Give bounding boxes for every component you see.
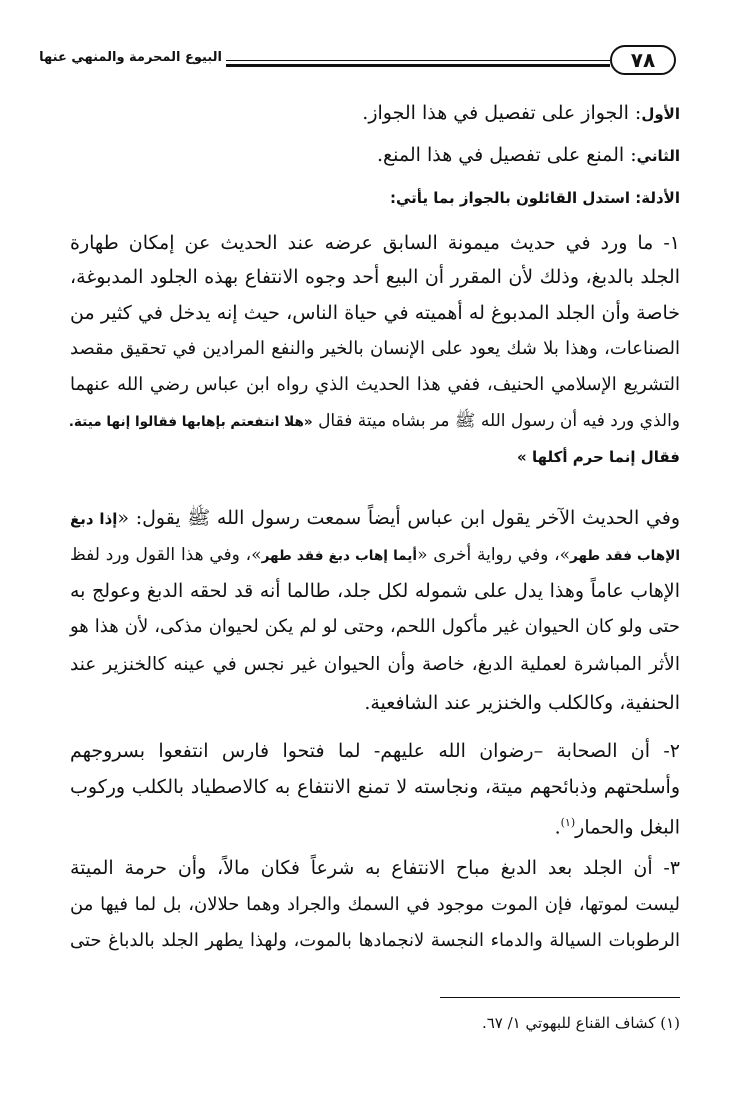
text-line-21: ليست لموتها، فإن الموت موجود في السمك والجراد وهما حلالان، بل لما فيها من <box>70 894 681 915</box>
text-line-11 <box>70 505 680 535</box>
line-text: والذي ورد فيه أن رسول الله ﷺ مر بشاه ميتة فقال <box>312 411 680 431</box>
line-text: : المنع على تفصيل في هذا المنع. <box>377 144 637 166</box>
line-text: . <box>554 816 561 839</box>
line-text: البغل والحمار <box>575 816 680 839</box>
text-line-12 <box>70 542 680 572</box>
header-rule-thin <box>226 60 610 61</box>
hadith-quote: إذا دبغ <box>70 510 118 528</box>
text-line-10 <box>70 443 680 473</box>
text-line-2 <box>70 142 680 172</box>
text-line-4: ١- ما ورد في حديث ميمونة السابق عرضه عند الحديث عن إمكان طهارة <box>70 232 680 254</box>
text-line-14: حتى ولو كان الحيوان غير مأكول اللحم، وحتى لو لم يكن لحيوان مذكى، لأن هذا هو <box>70 616 680 637</box>
hadith-quote: «هلا انتفعتم بإهابها فقالوا إنها ميتة. <box>68 414 313 430</box>
page-number <box>610 45 676 75</box>
text-line-8: التشريع الإسلامي الحنيف، ففي هذا الحديث الذي رواه ابن عباس رضي الله عنهما <box>70 374 680 395</box>
text-line-7: الصناعات، وهذا بلا شك يعود على الإنسان بالخير والنفع المرادين في تحقيق مقصد <box>70 338 680 359</box>
text-line-9 <box>70 408 680 438</box>
footnote-rule <box>440 997 680 998</box>
bold-term: الثاني <box>636 147 680 165</box>
hadith-quote: فقال إنما حرم أكلها » <box>517 448 680 466</box>
line-text: وفي الحديث الآخر يقول ابن عباس أيضاً سمعت رسول الله ﷺ يقول: « <box>117 507 680 529</box>
footnote: (١) كشاف القناع للبهوتي ١/ ٦٧. <box>481 1014 680 1032</box>
running-title: البيوع المحرمة والمنهي عنها <box>39 50 222 65</box>
header-rule-thick <box>226 64 610 67</box>
page-number-text: ٧٨ <box>630 48 656 72</box>
line-text: »، وفي رواية أخرى « <box>417 545 570 565</box>
text-line-6: خاصة وأن الجلد المدبوغ له أهميته في حياة الناس، حيث إنه يدخل في كثير من <box>70 302 680 324</box>
text-line-22: الرطوبات السيالة والدماء النجسة لانجمادها بالموت، ولهذا يطهر الجلد بالدباغ حتى <box>70 930 680 951</box>
footnote-ref[interactable]: (١) <box>560 816 576 829</box>
line-text: »، وفي هذا القول ورد لفظ <box>70 545 262 565</box>
line-text: : الجواز على تفصيل في هذا الجواز. <box>362 102 642 124</box>
text-line-17: ٢- أن الصحابة –رضوان الله عليهم- لما فتحوا فارس انتفعوا بسروجهم <box>70 740 680 762</box>
subheading: الأدلة: استدل القائلون بالجواز بما يأتي: <box>390 189 680 207</box>
hadith-quote: أيما إهاب دبغ فقد طهر <box>261 548 418 564</box>
text-line-18: وأسلحتهم وذبائحهم ميتة، ونجاسته لا تمنع الانتفاع به كالاصطياد بالكلب وركوب <box>70 776 680 798</box>
text-line-20: ٣- أن الجلد بعد الدبغ مباح الانتفاع به شرعاً فكان مالاً، وأن حرمة الميتة <box>70 857 680 879</box>
text-line-16: الحنفية، وكالكلب والخنزير عند الشافعية. <box>364 692 680 714</box>
text-line-1 <box>70 100 680 130</box>
hadith-quote: الإهاب فقد طهر <box>569 548 680 564</box>
bold-term: الأول <box>641 105 680 123</box>
text-line-13: الإهاب عاماً وهذا يدل على شموله لكل جلد، طالما أنه قد لحقه الدبغ وعولج به <box>70 580 680 602</box>
text-line-15: الأثر المباشرة لعملية الدبغ، خاصة وأن الحيوان غير نجس في عينه كالخنزير عند <box>70 654 680 675</box>
text-line-5: الجلد بالدبغ، وذلك لأن المقرر أن البيع أحد وجوه الانتفاع بهذه الجلود المدبوغة، <box>70 266 680 288</box>
text-line-19 <box>70 810 680 840</box>
text-line-3 <box>70 184 680 214</box>
